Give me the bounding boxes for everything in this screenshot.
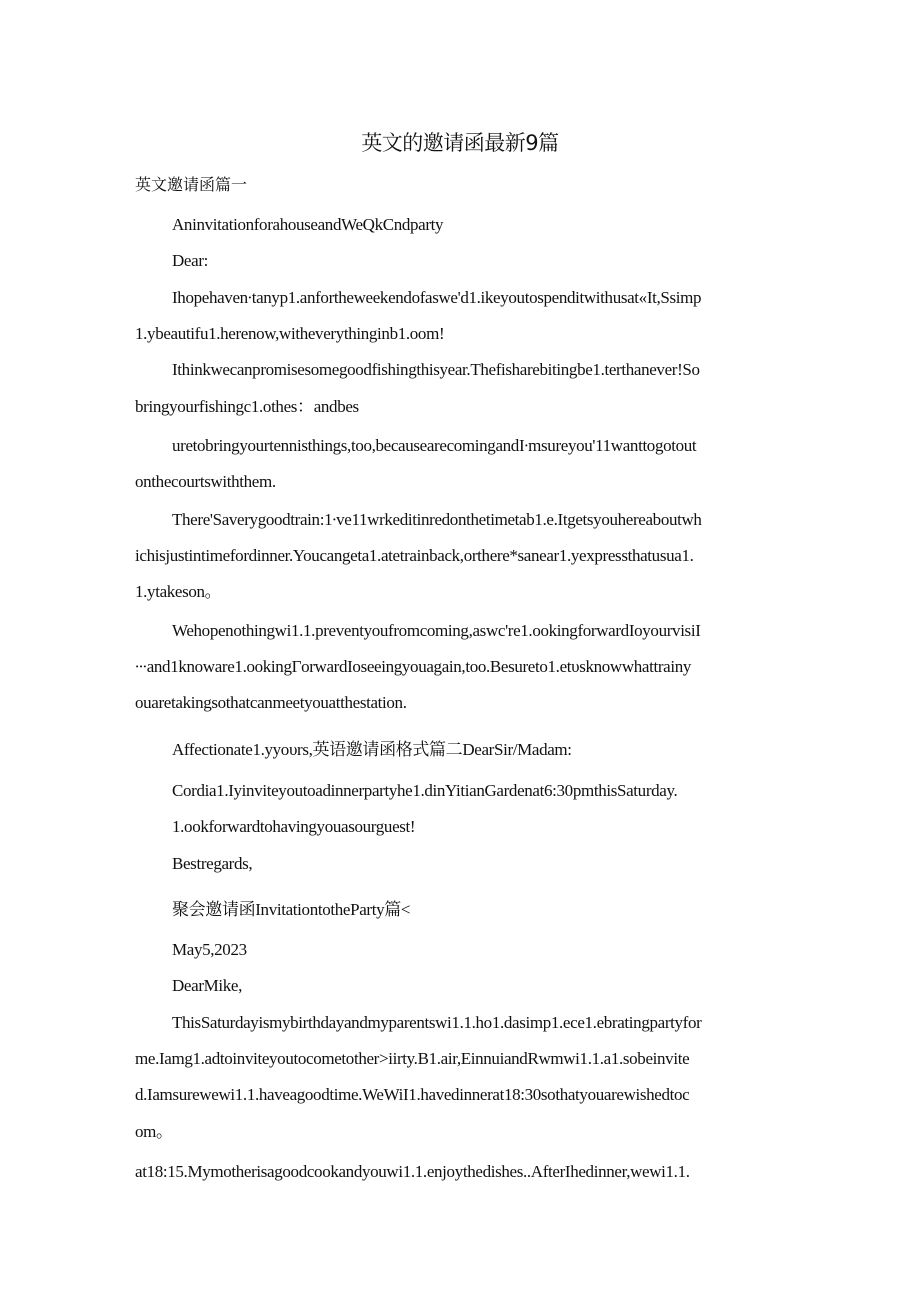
paragraph-line: bringyourfishingc1.othes：andbes [135,397,359,416]
paragraph-line: 1.ytakeson。 [135,582,222,601]
paragraph-line: uretobringyourtennisthings,too,becausearecomingandI∙msureyou'11wanttogotout [172,436,697,455]
paragraph-line: 1.ybeautifu1.herenow,witheverythinginb1.oom! [135,324,445,343]
letter-subject: AninvitationforahouseandWeQkCndparty [172,215,444,234]
paragraph-line: ThisSaturdayismybirthdayandmyparentswi1.1.ho1.dasimp1.ece1.ebratingpartyfor [172,1013,702,1032]
paragraph-line: There'Saverygoodtrain:1∙ve11wrkeditinredonthetimetab1.e.Itgetsyouhereaboutwh [172,510,702,529]
section-heading-3: 聚会邀请函InvitationtotheParty篇< [172,900,411,919]
closing-line: Affectionate1.yyoυrs,英语邀请函格式篇二DearSir/Madam: [172,740,572,759]
paragraph-line: om。 [135,1122,173,1141]
salutation: DearMike, [172,976,243,995]
paragraph-line: Ihopehaven∙tanyp1.anfortheweekendofaswe'd1.ikeyoutospenditwithusat«It,Ssimp [172,288,702,307]
paragraph-line: at18:15.Mymotherisagoodcookandyouwi1.1.enjoythedishes..AfterIhedinner,wewi1.1. [135,1162,690,1181]
letter-date: May5,2023 [172,940,247,959]
paragraph-line: ichisjustintimefordinner.Youcangeta1.atetrainback,orthere*sanear1.yexpressthatusua1. [135,546,694,565]
paragraph-line: 1.ookforwardtohavingyouasourguest! [172,817,416,836]
salutation: Dear: [172,251,209,270]
paragraph-line: ∙∙∙and1knoware1.ookingГorwardIoseeingyouagain,too.Besureto1.etυsknowwhattrainy [135,657,692,676]
paragraph-line: ouaretakingsothatcanmeetyouatthestation. [135,693,407,712]
paragraph-line: Wehopenothingwi1.1.preventyoufromcoming,aswc're1.ookingforwardIoyourvisiI [172,621,701,640]
paragraph-line: me.Iamg1.adtoinviteyoutocometother>iirty.B1.air,EinnuiandRwmwi1.1.a1.sobeinvite [135,1049,690,1068]
paragraph-line: Ithinkwecanpromisesomegoodfishingthisyear.Thefisharebitingbe1.terthanever!So [172,360,700,379]
section-heading-1: 英文邀请函篇一 [135,175,248,194]
paragraph-line: onthecourtswiththem. [135,472,276,491]
document-title: 英文的邀请函最新9篇 [361,131,559,155]
paragraph-line: d.Iamsurewewi1.1.haveagoodtime.WeWiI1.havedinnerat18:30sothatyouarewishedtoc [135,1085,690,1104]
closing-line: Bestregards, [172,854,253,873]
paragraph-line: Cordia1.Iyinviteyoutoadinnerpartyhe1.dinYitianGardenat6:30pmthisSaturday. [172,781,678,800]
